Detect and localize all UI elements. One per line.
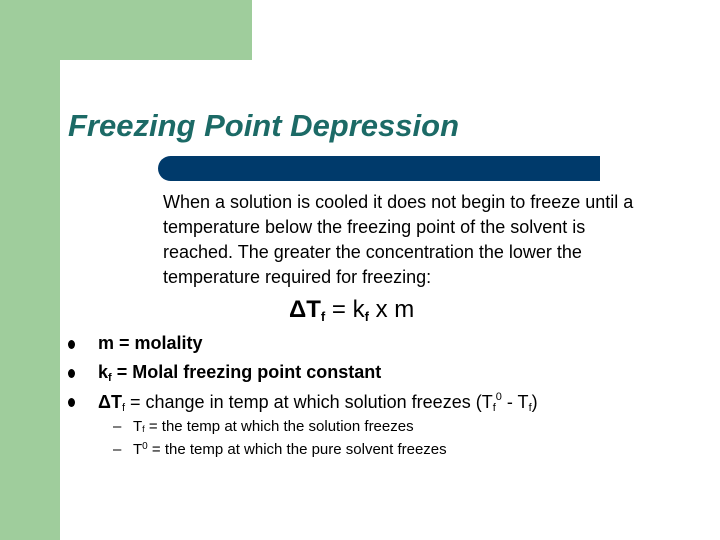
tf-definition: = the temp at which the solution freezes [144,418,414,435]
sub-bullet-text [133,418,414,435]
delta-t-close: ) [531,392,538,412]
bullet-dot [68,340,75,349]
tf0-symbol: T [133,441,143,458]
equation-subscript-f: f [320,309,326,324]
left-accent-bar [0,0,60,540]
tf0-definition: = the temp at which the pure solvent freezes [147,441,447,458]
equation-subscript-f2: f [364,309,369,324]
tf-subscript: f [492,402,496,414]
equation-equals-k: = k [325,296,365,323]
equation-delta-t: ΔT [289,296,321,323]
delta-t-subscript: f [121,402,125,414]
slide-title: Freezing Point Depression [68,108,460,143]
kf-symbol: k [98,362,109,382]
delta-t-definition: = change in temp at which solution freezes (T [125,392,493,412]
sub-bullet-text [133,441,447,458]
tf-subscript-2: f [528,402,532,414]
bullet-dot [68,369,75,378]
sub-bullet-dash: – [113,441,122,458]
tf-symbol: T [133,418,143,435]
kf-definition: = Molal freezing point constant [111,362,382,382]
equation-rest: x m [368,296,415,323]
bullet-text: m = molality [98,333,203,353]
tf0-sup: 0 [142,441,148,452]
tf-sub: f [142,424,145,434]
bullet-text [98,391,538,414]
kf-subscript: f [108,372,112,384]
intro-paragraph: When a solution is cooled it does not begin to freeze until a temperature below the freezing point of the solvent is reached. The greater the concentration the lower the temperature required for freezing: [163,192,634,287]
top-accent-bar [0,0,252,60]
sub-bullet-dash: – [113,418,122,435]
delta-t-symbol: ΔT [98,392,122,412]
tf-superscript-zero: 0 [495,391,502,403]
bullet-text [98,362,381,384]
delta-t-minus: - T [501,392,529,412]
title-underline-bar [158,156,600,181]
freezing-point-equation [289,296,414,324]
bullet-dot [68,398,75,407]
